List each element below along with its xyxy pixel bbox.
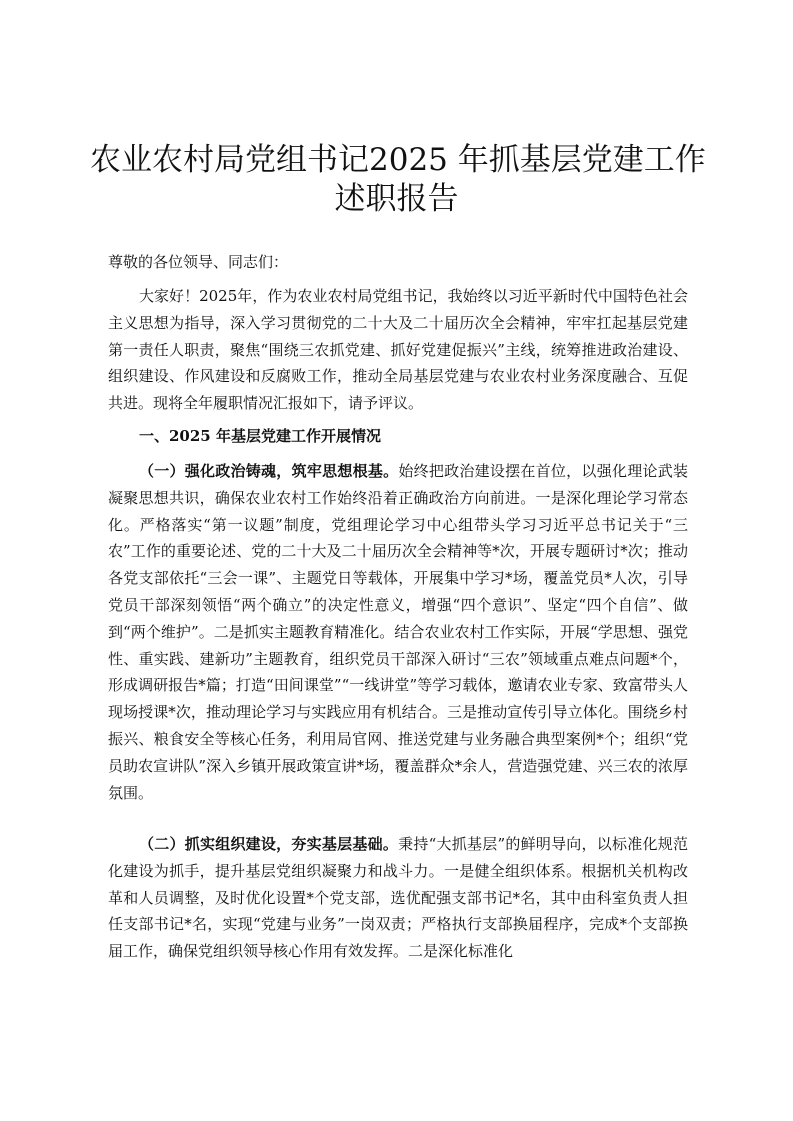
- section1-heading: 一、2025 年基层党建工作开展情况: [139, 427, 381, 445]
- subsection1-body: 始终把政治建设摆在首位，以强化理论武装凝聚思想共识，确保农业农村工作始终沿着正确政治方向前进。一是深化理论学习常态化。严格落实“第一议题”制度，党组理论学习中心组带头学习习近平总书记关于“三农”工作的重要论述、党的二十大及二十届历次全会精神等*次，开展专题研讨*次；推动各党支部依托“三会一课”、主题党日等载体，开展集中学习*场，覆盖党员*人次，引导党员干部深刻领悟“两个确立”的决定性意义，增强“四个意识”、坚定“四个自信”、做到“两个维护”。二是抓实主题教育精准化。结合农业农村工作实际，开展“学思想、强党性、重实践、建新功”主题教育，组织党员干部深入研讨“三农”领域重点难点问题*个，形成调研报告*篇；打造“田间课堂”“一线讲堂”等学习载体，邀请农业专家、致富带头人现场授课*次，推动理论学习与实践应用有机结合。三是推动宣传引导立体化。围绕乡村振兴、粮食安全等核心任务，利用局官网、推送党建与业务融合典型案例*个；组织“党员助农宣讲队”深入乡镇开展政策宣讲*场，覆盖群众*余人，营造强党建、兴三农的浓厚氛围。: [108, 462, 688, 802]
- document-title-line2: 述职报告: [334, 181, 459, 217]
- subsection1-heading: （一）强化政治铸魂，筑牢思想根基。: [139, 462, 399, 480]
- section1-subsection2-paragraph: [108, 831, 688, 965]
- salutation: 尊敬的各位领导、同志们：: [108, 253, 289, 271]
- section1-subsection1-paragraph: [108, 458, 688, 806]
- intro-paragraph: 大家好！2025年，作为农业农村局党组书记，我始终以习近平新时代中国特色社会主义思想为指导，深入学习贯彻党的二十大及二十届历次全会精神，牢牢扛起基层党建第一责任人职责，聚焦“围绕三农抓党建、抓好党建促振兴”主线，统筹推进政治建设、组织建设、作风建设和反腐败工作，推动全局基层党建与农业农村业务深度融合、互促共进。现将全年履职情况汇报如下，请予评议。: [108, 287, 688, 413]
- document-title-line1: 农业农村局党组书记2025 年抓基层党建工作: [90, 142, 706, 178]
- subsection2-heading: （二）抓实组织建设，夯实基层基础。: [139, 835, 399, 853]
- subsection2-body: 秉持“大抓基层”的鲜明导向，以标准化规范化建设为抓手，提升基层党组织凝聚力和战斗力。一是健全组织体系。根据机关机构改革和人员调整，及时优化设置*个党支部，选优配强支部书记*名，其中由科室负责人担任支部书记*名，实现“党建与业务”一岗双责；严格执行支部换届程序，完成*个支部换届工作，确保党组织领导核心作用有效发挥。二是深化标准化: [108, 835, 688, 961]
